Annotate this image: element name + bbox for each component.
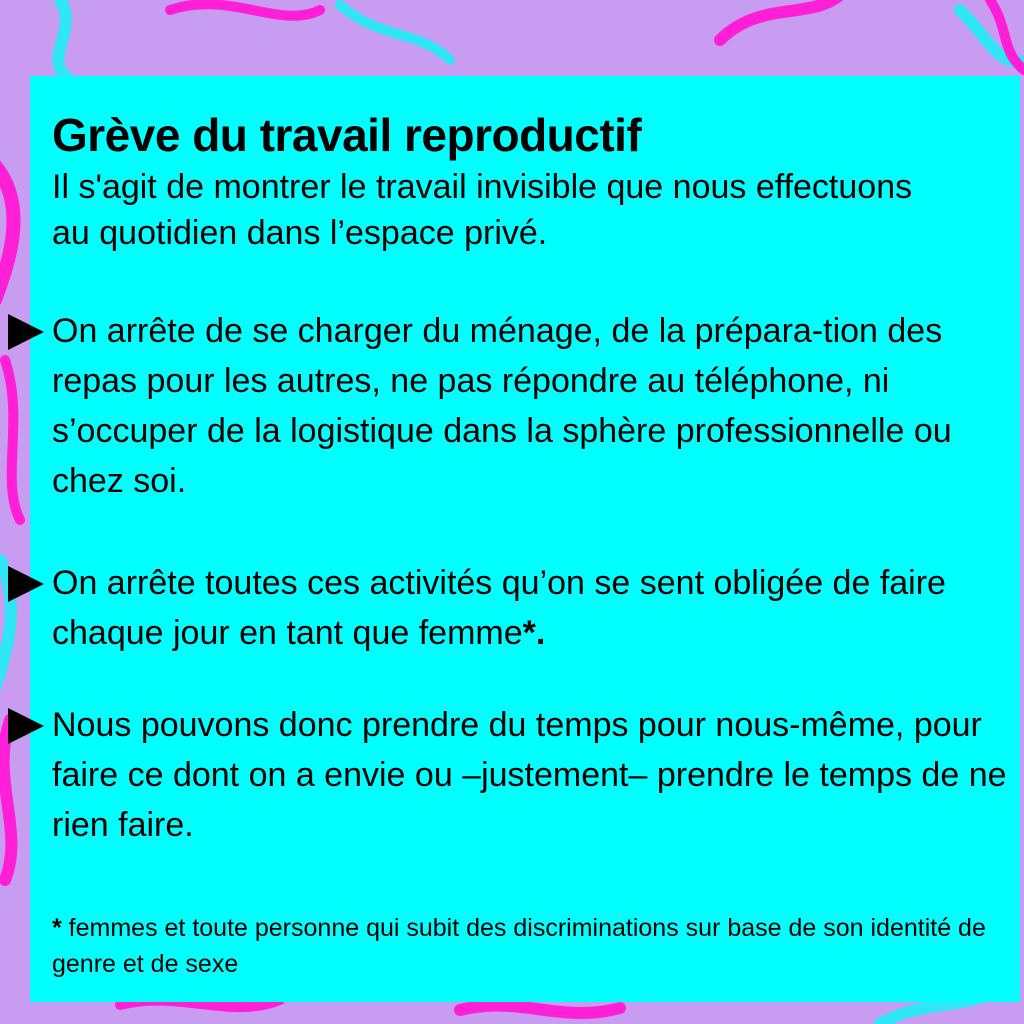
footnote-asterisk: * bbox=[52, 914, 62, 942]
play-arrow-icon bbox=[8, 708, 44, 744]
play-arrow-icon bbox=[8, 566, 44, 602]
footnote bbox=[52, 910, 1012, 982]
intro-text: Il s'agit de montrer le travail invisible que nous effectuons au quotidien dans l’espace privé. bbox=[52, 168, 913, 252]
bullet-text: On arrête toutes ces activités qu’on se sent obligée de faire chaque jour en tant que femme bbox=[52, 564, 946, 652]
play-arrow-icon bbox=[8, 314, 44, 350]
asterisk-mark: *. bbox=[522, 614, 546, 652]
bullet-item bbox=[52, 700, 1012, 850]
bullet-text: Nous pouvons donc prendre du temps pour nous-même, pour faire ce dont on a envie ou –justement– prendre le temps de ne rien faire. bbox=[52, 706, 1007, 844]
page-title: Grève du travail reproductif bbox=[52, 109, 642, 161]
bullet-item bbox=[52, 306, 1012, 506]
bullet-text: On arrête de se charger du ménage, de la prépara-tion des repas pour les autres, ne pas répondre au téléphone, ni s’occuper de la logistique dans la sphère professionnelle ou chez soi. bbox=[52, 312, 952, 500]
footnote-text: femmes et toute personne qui subit des discriminations sur base de son identité de genre et de sexe bbox=[52, 914, 986, 978]
bullet-item bbox=[52, 558, 1012, 658]
